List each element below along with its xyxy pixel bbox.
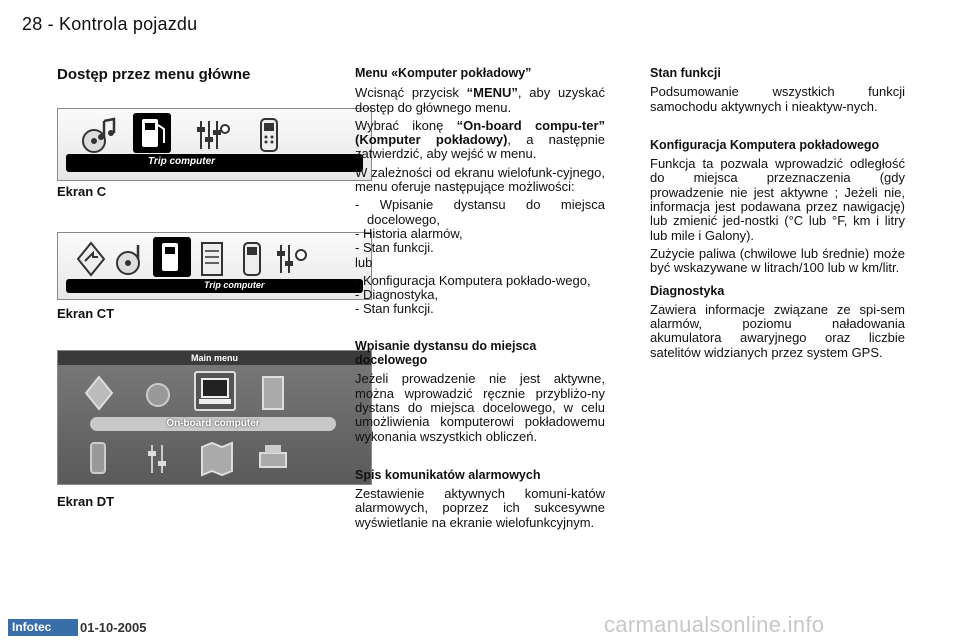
- music-icon: [142, 373, 180, 413]
- paragraph-alerts: Zestawienie aktywnych komuni-katów alarmowych, poprzez ich sukcesywne wyświetlanie na ekranie wielofunkcyjnym.: [355, 486, 605, 530]
- heading-status: Stan funkcji: [650, 66, 721, 80]
- paragraph-diagnostics: Zawiera informacje związane ze spi-sem alarmów, poziomu naładowania akumulatora awaryjnego oraz liczbie satelitów widzianych przez system GPS.: [650, 301, 905, 360]
- map-icon: [198, 439, 236, 479]
- middle-column: [355, 66, 605, 530]
- selected-menu-bar: [66, 279, 363, 293]
- list-item: - Diagnostyka,: [355, 287, 439, 303]
- footer-date: 01-10-2005: [80, 620, 147, 635]
- music-icon: [112, 239, 150, 279]
- fuel-pump-icon: [133, 113, 171, 153]
- list-item: - Stan funkcji.: [355, 240, 434, 256]
- document-icon: [193, 239, 231, 279]
- infotec-logo: Infotec: [8, 619, 78, 636]
- heading-diagnostics: Diagnostyka: [650, 283, 725, 298]
- sliders-icon: [193, 115, 231, 155]
- paragraph-icon: Wybrać ikonę “On-board compu-ter” (Komputer pokładowy), a następnie zatwierdzić, aby wejść w menu.: [355, 117, 605, 162]
- right-column: [650, 66, 905, 360]
- list-item: - Stan funkcji.: [355, 301, 434, 317]
- screen-c-image: [57, 108, 372, 181]
- sliders-icon: [273, 239, 311, 279]
- phone-icon: [233, 239, 271, 279]
- or-text: lub: [355, 254, 373, 270]
- watermark-text: carmanualsonline.info: [604, 612, 825, 637]
- heading-destination: Wpisanie dystansu do miejsca docelowego: [355, 338, 537, 368]
- phone-icon: [251, 115, 289, 155]
- heading-menu-computer: Menu «Komputer pokładowy”: [355, 66, 532, 80]
- screen-c-label: Ekran C: [57, 184, 107, 199]
- document-icon: [254, 373, 292, 413]
- heading-alerts: Spis komunikatów alarmowych: [355, 467, 541, 482]
- list-item: - Wpisanie dystansu do miejsca docelowego,: [355, 197, 605, 227]
- page-title: 28 - Kontrola pojazdu: [22, 14, 198, 34]
- screen-ct-image: [57, 232, 372, 300]
- fuel-pump-icon: [153, 237, 191, 277]
- paragraph-options: W zależności od ekranu wielofunk-cyjnego, menu oferuje następujące możliwości:: [355, 164, 605, 195]
- paragraph-menu: Wcisnąć przycisk “MENU”, aby uzyskać dostęp do głównego menu.: [355, 85, 605, 115]
- paragraph-destination: Jeżeli prowadzenie nie jest aktywne, można wprowadzić ręcznie przybliżo-ny dystans do miejsca docelowego, w celu umożliwienia komputerowi pokładowemu wykonania wszystkich obliczeń.: [355, 371, 605, 444]
- list-item: - Historia alarmów,: [355, 225, 463, 241]
- phone-icon: [80, 439, 118, 479]
- list-item: - Konfiguracja Komputera pokłado-wego,: [355, 272, 591, 288]
- music-icon: [80, 115, 118, 155]
- navigation-icon: [72, 239, 110, 279]
- selected-menu-bar: [66, 154, 363, 172]
- paragraph-status: Podsumowanie wszystkich funkcji samochodu aktywnych i nieaktyw-nych.: [650, 84, 905, 114]
- paragraph-configuration: Funkcja ta pozwala wprowadzić odległość do miejsca przeznaczenia (gdy prowadzenie nie jest aktywne ; Jeżeli nie, informacja jest podawana przez nawigację) lub zmienić jed-nostki (°C lub °F, km i litry lub mile i Galony).: [650, 156, 905, 243]
- sliders-icon: [142, 439, 180, 479]
- heading-configuration: Konfiguracja Komputera pokładowego: [650, 137, 880, 152]
- section-title: Dostęp przez menu główne: [57, 66, 251, 83]
- paragraph-consumption: Zużycie paliwa (chwilowe lub średnie) może być wskazywane w litrach/100 lub w km/litr.: [650, 245, 905, 276]
- selected-menu-bar: On-board computer: [90, 417, 336, 431]
- bar-label: Trip computer: [204, 280, 265, 290]
- laptop-icon: [194, 371, 236, 411]
- printer-icon: [254, 439, 292, 479]
- screen-ct-label: Ekran CT: [57, 306, 115, 321]
- screen-dt-image: [57, 350, 372, 485]
- bar-label: Trip computer: [148, 156, 216, 167]
- main-menu-title: Main menu: [58, 351, 371, 365]
- navigation-icon: [80, 373, 118, 413]
- screen-dt-label: Ekran DT: [57, 494, 115, 509]
